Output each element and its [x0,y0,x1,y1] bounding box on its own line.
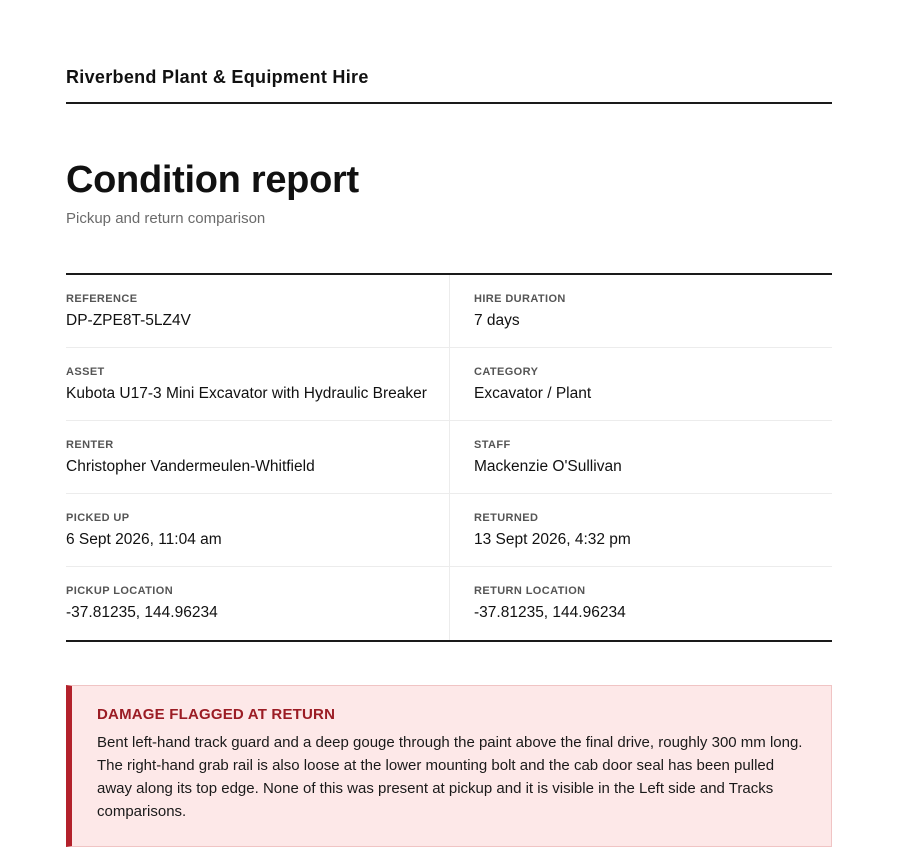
detail-label: PICKED UP [66,512,130,524]
company-name: Riverbend Plant & Equipment Hire [66,67,369,87]
detail-label: HIRE DURATION [474,293,566,305]
detail-label: PICKUP LOCATION [66,585,174,597]
detail-pickup-location [66,567,450,640]
detail-value: -37.81235, 144.96234 [474,604,626,621]
detail-label: REFERENCE [66,293,138,305]
page-subtitle: Pickup and return comparison [66,210,266,227]
detail-category [450,348,832,421]
detail-asset [66,348,450,421]
damage-alert-description: Bent left-hand track guard and a deep gouge through the paint above the final drive, roughly 300 mm long. The right-hand grab rail is also loose at the lower mounting bolt and the cab door seal has been pulled away along its top edge. None of this was present at pickup and it is visible in the Left side and Tracks comparisons. [97,734,803,820]
detail-label: RETURNED [474,512,539,524]
detail-hire-duration [450,275,832,348]
detail-value: 6 Sept 2026, 11:04 am [66,531,222,548]
detail-label: CATEGORY [474,366,539,378]
detail-value: Excavator / Plant [474,385,592,402]
damage-alert [66,685,832,847]
detail-value: 13 Sept 2026, 4:32 pm [474,531,631,548]
detail-returned [450,494,832,567]
detail-return-location [450,567,832,640]
detail-reference [66,275,450,348]
detail-renter [66,421,450,494]
detail-value: 7 days [474,312,520,329]
page-title: Condition report [66,159,359,201]
detail-value: DP-ZPE8T-5LZ4V [66,312,191,329]
brand-header [66,0,832,104]
detail-value: -37.81235, 144.96234 [66,604,218,621]
damage-alert-title: DAMAGE FLAGGED AT RETURN [97,706,336,723]
detail-label: ASSET [66,366,105,378]
detail-label: RENTER [66,439,114,451]
detail-value: Christopher Vandermeulen-Whitfield [66,458,315,475]
detail-staff [450,421,832,494]
detail-picked-up [66,494,450,567]
condition-report-page [66,0,832,847]
hire-details-grid [66,273,832,642]
detail-value: Mackenzie O'Sullivan [474,458,622,475]
detail-label: STAFF [474,439,511,451]
detail-value: Kubota U17-3 Mini Excavator with Hydraulic Breaker [66,385,427,402]
detail-label: RETURN LOCATION [474,585,586,597]
